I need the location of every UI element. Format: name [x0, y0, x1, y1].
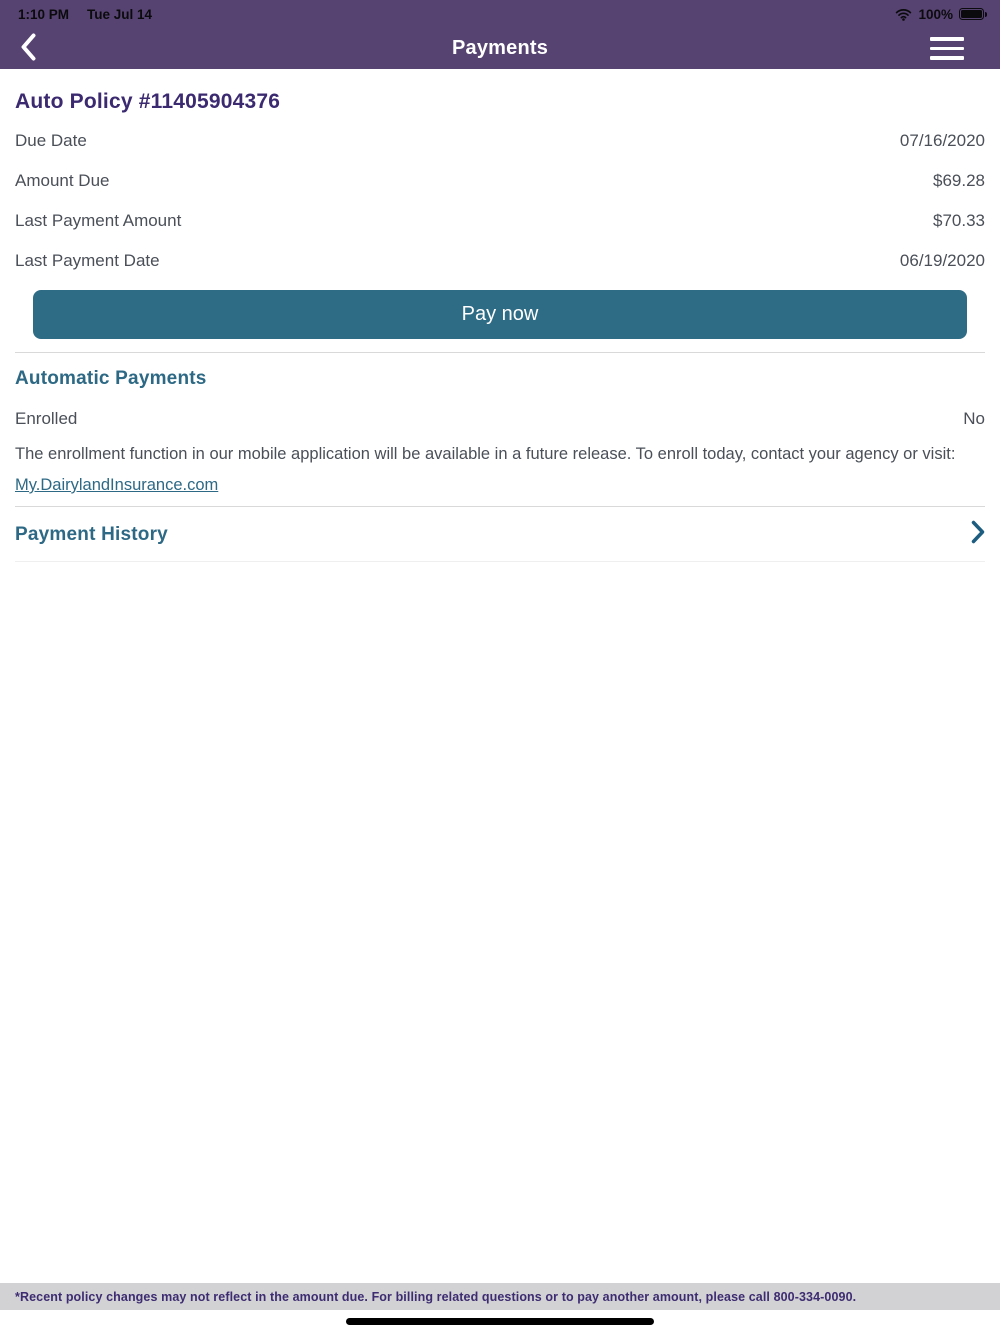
content	[0, 69, 1000, 1283]
enrollment-note: The enrollment function in our mobile application will be available in a future release. To enroll today, contact your agency or visit:	[15, 445, 956, 463]
dairyland-site-link[interactable]: My.DairylandInsurance.com	[15, 476, 219, 494]
clock-date: Tue Jul 14	[87, 6, 153, 22]
status-bar	[0, 0, 1000, 28]
footer-disclaimer-bar	[0, 1283, 1000, 1310]
divider	[15, 352, 985, 353]
last-payment-amount-row	[15, 201, 985, 241]
enrolled-value: No	[963, 409, 985, 428]
battery-percent-label: 100%	[918, 6, 953, 22]
due-date-label: Due Date	[15, 131, 87, 150]
enrolled-row	[15, 399, 985, 439]
due-date-row	[15, 121, 985, 161]
enrolled-label: Enrolled	[15, 409, 78, 428]
last-payment-date-value: 06/19/2020	[899, 251, 985, 270]
footer-disclaimer-text: *Recent policy changes may not reflect in the amount due. For billing related questions or to pay another amount, please call 800-334-0090.	[15, 1289, 857, 1304]
payment-history-title: Payment History	[15, 523, 168, 545]
chevron-right-icon	[971, 520, 985, 549]
amount-due-value: $69.28	[933, 171, 985, 190]
pay-now-button[interactable]: Pay now	[33, 290, 967, 339]
wifi-icon	[895, 8, 912, 21]
policy-title: Auto Policy #11405904376	[15, 90, 281, 113]
nav-bar	[0, 28, 1000, 69]
back-button[interactable]	[8, 28, 48, 69]
policy-info-rows	[15, 121, 985, 281]
hamburger-menu-button[interactable]	[930, 28, 964, 69]
home-indicator[interactable]	[346, 1318, 654, 1325]
status-bar-left	[18, 7, 152, 22]
last-payment-amount-value: $70.33	[933, 211, 985, 230]
payment-history-row[interactable]	[15, 507, 985, 562]
chevron-left-icon	[20, 33, 36, 64]
due-date-value: 07/16/2020	[899, 131, 985, 150]
last-payment-amount-label: Last Payment Amount	[15, 211, 182, 230]
home-indicator-area	[0, 1310, 1000, 1334]
battery-full-icon	[959, 8, 984, 20]
last-payment-date-row	[15, 241, 985, 281]
clock-time: 1:10 PM	[18, 6, 70, 22]
amount-due-row	[15, 161, 985, 201]
status-bar-right	[895, 7, 984, 22]
hamburger-menu-icon	[930, 37, 964, 41]
page-title: Payments	[451, 37, 549, 59]
automatic-payments-title: Automatic Payments	[15, 368, 207, 389]
amount-due-label: Amount Due	[15, 171, 110, 190]
last-payment-date-label: Last Payment Date	[15, 251, 160, 270]
